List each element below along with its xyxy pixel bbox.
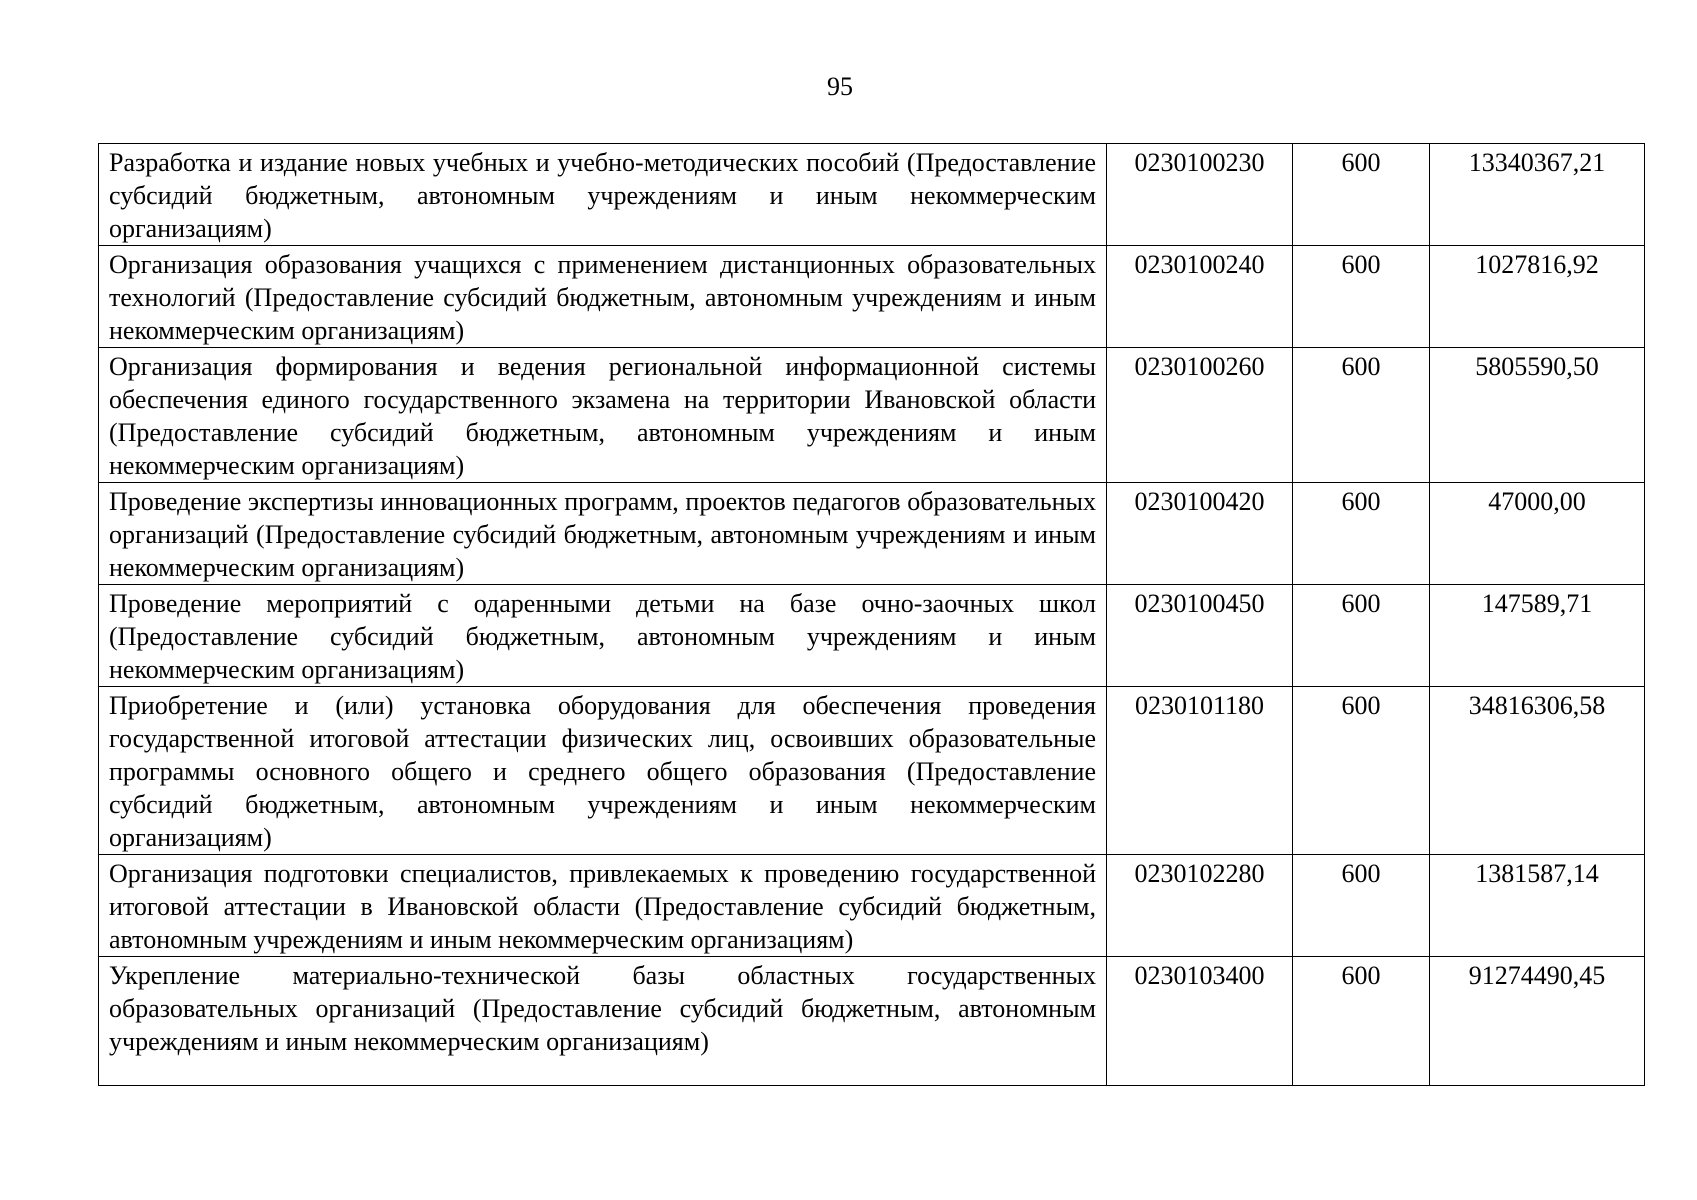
expense-name-cell: Разработка и издание новых учебных и учебно-методических пособий (Предоставление субсидий бюджетным, автономным учреждениям и иным некоммерческим организациям) <box>99 144 1107 246</box>
table-row <box>99 483 1645 585</box>
amount-cell: 13340367,21 <box>1430 144 1645 246</box>
expense-name-cell: Организация подготовки специалистов, привлекаемых к проведению государственной итоговой аттестации в Ивановской области (Предоставление субсидий бюджетным, автономным учреждениям и иным некоммерческим организациям) <box>99 855 1107 957</box>
expense-type-cell: 600 <box>1293 246 1430 348</box>
table-row <box>99 957 1645 1086</box>
amount-cell: 147589,71 <box>1430 585 1645 687</box>
target-code-cell: 0230103400 <box>1107 957 1293 1086</box>
target-code-cell: 0230101180 <box>1107 687 1293 855</box>
expense-name-cell: Организация формирования и ведения региональной информационной системы обеспечения единого государственного экзамена на территории Ивановской области (Предоставление субсидий бюджетным, автономным учреждениям и иным некоммерческим организациям) <box>99 348 1107 483</box>
table-row <box>99 855 1645 957</box>
expense-name-cell: Приобретение и (или) установка оборудования для обеспечения проведения государственной итоговой аттестации физических лиц, освоивших образовательные программы основного общего и среднего общего образования (Предоставление субсидий бюджетным, автономным учреждениям и иным некоммерческим организациям) <box>99 687 1107 855</box>
target-code-cell: 0230100240 <box>1107 246 1293 348</box>
target-code-cell: 0230100230 <box>1107 144 1293 246</box>
expense-type-cell: 600 <box>1293 957 1430 1086</box>
target-code-cell: 0230100450 <box>1107 585 1293 687</box>
table-row <box>99 687 1645 855</box>
page-number: 95 <box>827 72 853 101</box>
expense-type-cell: 600 <box>1293 687 1430 855</box>
amount-cell: 1027816,92 <box>1430 246 1645 348</box>
table-row <box>99 144 1645 246</box>
expense-type-cell: 600 <box>1293 855 1430 957</box>
expense-type-cell: 600 <box>1293 483 1430 585</box>
table-row <box>99 246 1645 348</box>
amount-cell: 34816306,58 <box>1430 687 1645 855</box>
amount-cell: 5805590,50 <box>1430 348 1645 483</box>
target-code-cell: 0230100260 <box>1107 348 1293 483</box>
expense-type-cell: 600 <box>1293 348 1430 483</box>
expense-type-cell: 600 <box>1293 144 1430 246</box>
target-code-cell: 0230102280 <box>1107 855 1293 957</box>
amount-cell: 47000,00 <box>1430 483 1645 585</box>
target-code-cell: 0230100420 <box>1107 483 1293 585</box>
expense-type-cell: 600 <box>1293 585 1430 687</box>
amount-cell: 1381587,14 <box>1430 855 1645 957</box>
expense-name-cell: Укрепление материально-технической базы областных государственных образовательных организаций (Предоставление субсидий бюджетным, автономным учреждениям и иным некоммерческим организациям) <box>99 957 1107 1086</box>
table-row <box>99 585 1645 687</box>
budget-table <box>98 143 1645 1086</box>
amount-cell: 91274490,45 <box>1430 957 1645 1086</box>
expense-name-cell: Проведение экспертизы инновационных программ, проектов педагогов образовательных организаций (Предоставление субсидий бюджетным, автономным учреждениям и иным некоммерческим организациям) <box>99 483 1107 585</box>
expense-name-cell: Организация образования учащихся с применением дистанционных образовательных технологий (Предоставление субсидий бюджетным, автономным учреждениям и иным некоммерческим организациям) <box>99 246 1107 348</box>
table-row <box>99 348 1645 483</box>
expense-name-cell: Проведение мероприятий с одаренными детьми на базе очно-заочных школ (Предоставление субсидий бюджетным, автономным учреждениям и иным некоммерческим организациям) <box>99 585 1107 687</box>
